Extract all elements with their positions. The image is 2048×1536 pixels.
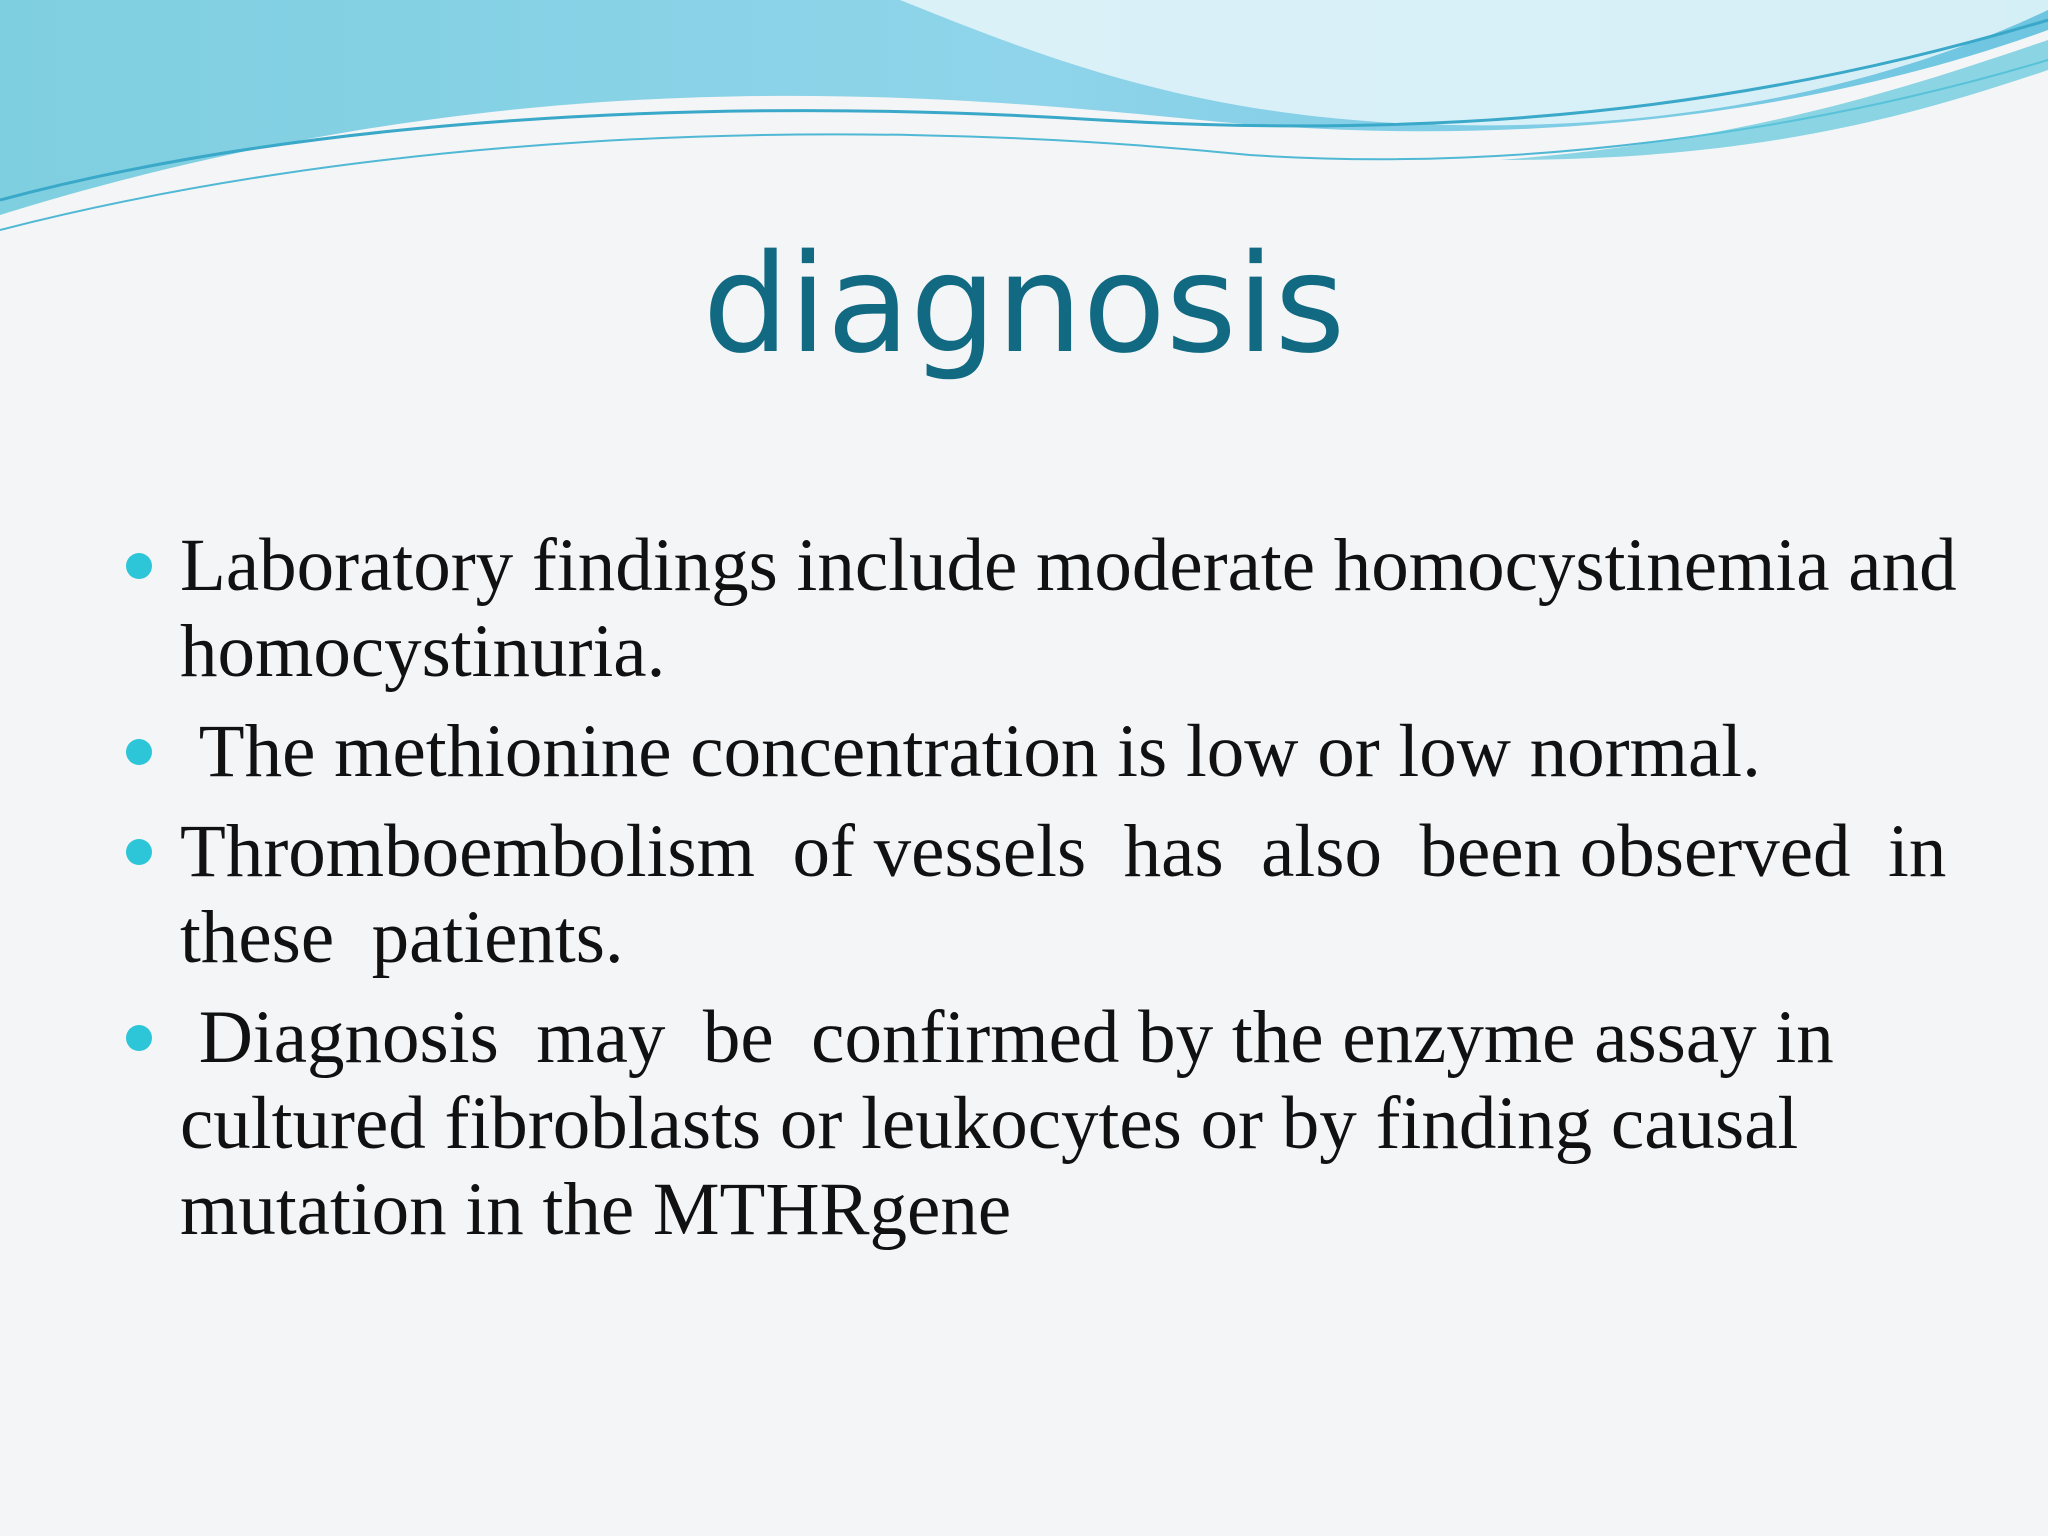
bullet-item [120,809,1984,981]
bullet-dot-icon [126,1025,152,1051]
bullet-list [120,523,1984,1267]
bullet-dot-icon [126,553,152,579]
bullet-text: Laboratory findings include moderate homocystinemia and homocystinuria. [180,524,1957,693]
bullet-text: Thromboembolism of vessels has also been observed in these patients. [180,810,1984,979]
bullet-item [120,995,1980,1253]
slide-title: diagnosis [702,226,1346,384]
bullet-text: Diagnosis may be confirmed by the enzyme assay in cultured fibroblasts or leukocytes or by finding causal mutation in the MTHRgene [180,996,1853,1251]
bullet-item [120,709,1980,795]
bullet-dot-icon [126,839,152,865]
bullet-item [120,523,1980,695]
bullet-text: The methionine concentration is low or low normal. [180,710,1761,793]
bullet-dot-icon [126,739,152,765]
